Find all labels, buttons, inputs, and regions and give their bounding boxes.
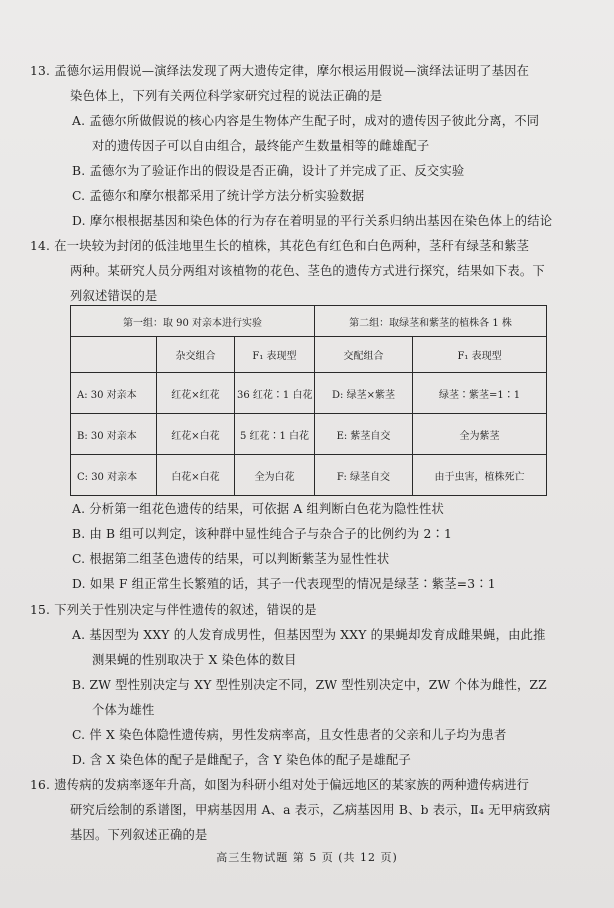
question-13-option-a-line-1: A. 孟德尔所做假说的核心内容是生物体产生配子时，成对的遗传因子彼此分离，不同: [72, 114, 540, 128]
table-cell: 5 红花∶1 白花: [235, 414, 315, 455]
column-header: F₁ 表现型: [413, 337, 547, 373]
question-15-option-d: D. 含 X 染色体的配子是雌配子，含 Y 染色体的配子是雄配子: [72, 753, 411, 767]
question-14-option-a: A. 分析第一组花色遗传的结果，可依据 A 组判断白色花为隐性性状: [72, 502, 445, 516]
column-header: 交配组合: [315, 337, 413, 373]
question-13-option-b: B. 孟德尔为了验证作出的假设是否正确，设计了并完成了正、反交实验: [72, 164, 465, 178]
question-14-line-1: 14. 在一块较为封闭的低洼地里生长的植株，其花色有红色和白色两种，茎秆有绿茎和紫茎: [30, 239, 530, 253]
table-cell: E: 紫茎自交: [315, 414, 413, 455]
table-row: [71, 373, 547, 414]
table-cell: 白花×白花: [157, 455, 235, 496]
table-cell: 绿茎∶紫茎=1∶1: [413, 373, 547, 414]
group-1-header: 第一组：取 90 对亲本进行实验: [71, 306, 315, 337]
question-15-option-c: C. 伴 X 染色体隐性遗传病，男性发病率高，且女性患者的父亲和儿子均为患者: [72, 728, 507, 742]
table-cell: B: 30 对亲本: [71, 414, 157, 455]
question-15-stem: 15. 下列关于性别决定与伴性遗传的叙述，错误的是: [30, 603, 317, 617]
question-14-option-d: D. 如果 F 组正常生长繁殖的话，其子一代表现型的情况是绿茎∶紫茎=3∶1: [72, 577, 496, 591]
table-cell: 红花×白花: [157, 414, 235, 455]
group-2-header: 第二组：取绿茎和紫茎的植株各 1 株: [315, 306, 547, 337]
question-13-line-1: 13. 孟德尔运用假说—演绎法发现了两大遗传定律，摩尔根运用假说—演绎法证明了基因在: [30, 64, 530, 78]
question-13-option-a-line-2: 对的遗传因子可以自由组合，最终能产生数量相等的雌雄配子: [92, 139, 430, 153]
question-16-line-1: 16. 遗传病的发病率逐年升高，如图为科研小组对处于偏远地区的某家族的两种遗传病进行: [30, 778, 530, 792]
table-cell: C: 30 对亲本: [71, 455, 157, 496]
table-cell: D: 绿茎×紫茎: [315, 373, 413, 414]
column-header: 杂交组合: [157, 337, 235, 373]
table-cell: 红花×红花: [157, 373, 235, 414]
page-footer: 高三生物试题 第 5 页 (共 12 页): [216, 851, 398, 864]
question-13-line-2: 染色体上，下列有关两位科学家研究过程的说法正确的是: [70, 89, 383, 103]
question-15-option-a-line-2: 测果蝇的性别取决于 X 染色体的数目: [92, 653, 297, 667]
question-14-line-2: 两种。某研究人员分两组对该植物的花色、茎色的遗传方式进行探究，结果如下表。下: [70, 264, 545, 278]
question-15-option-b-line-2: 个体为雄性: [92, 703, 155, 717]
column-header: F₁ 表现型: [235, 337, 315, 373]
question-14-option-c: C. 根据第二组茎色遗传的结果，可以判断紫茎为显性性状: [72, 552, 390, 566]
table-row: [71, 455, 547, 496]
question-16-line-2: 研究后绘制的系谱图，甲病基因用 A、a 表示，乙病基因用 B、b 表示，Ⅱ₄ 无甲病致病: [70, 803, 551, 817]
question-15-option-a-line-1: A. 基因型为 XXY 的人发育成男性，但基因型为 XXY 的果蝇却发育成雌果蝇，由此推: [72, 628, 546, 642]
table-cell: 36 红花∶1 白花: [235, 373, 315, 414]
table-cell: A: 30 对亲本: [71, 373, 157, 414]
table-corner-cell: [71, 337, 157, 373]
question-15-option-b-line-1: B. ZW 型性别决定与 XY 型性别决定不同，ZW 型性别决定中，ZW 个体为雌性，ZZ: [72, 678, 547, 692]
table-cell: 全为白花: [235, 455, 315, 496]
question-16-line-3: 基因。下列叙述正确的是: [70, 828, 208, 842]
table-row: [71, 414, 547, 455]
experiment-table: [70, 305, 547, 496]
question-13-option-c: C. 孟德尔和摩尔根都采用了统计学方法分析实验数据: [72, 189, 365, 203]
question-14-option-b: B. 由 B 组可以判定，该种群中显性纯合子与杂合子的比例约为 2∶1: [72, 527, 452, 541]
question-14-line-3: 列叙述错误的是: [70, 289, 158, 303]
question-13-option-d: D. 摩尔根根据基因和染色体的行为存在着明显的平行关系归纳出基因在染色体上的结论: [72, 214, 553, 228]
table-cell: F: 绿茎自交: [315, 455, 413, 496]
table-cell: 全为紫茎: [413, 414, 547, 455]
table-cell: 由于虫害，植株死亡: [413, 455, 547, 496]
